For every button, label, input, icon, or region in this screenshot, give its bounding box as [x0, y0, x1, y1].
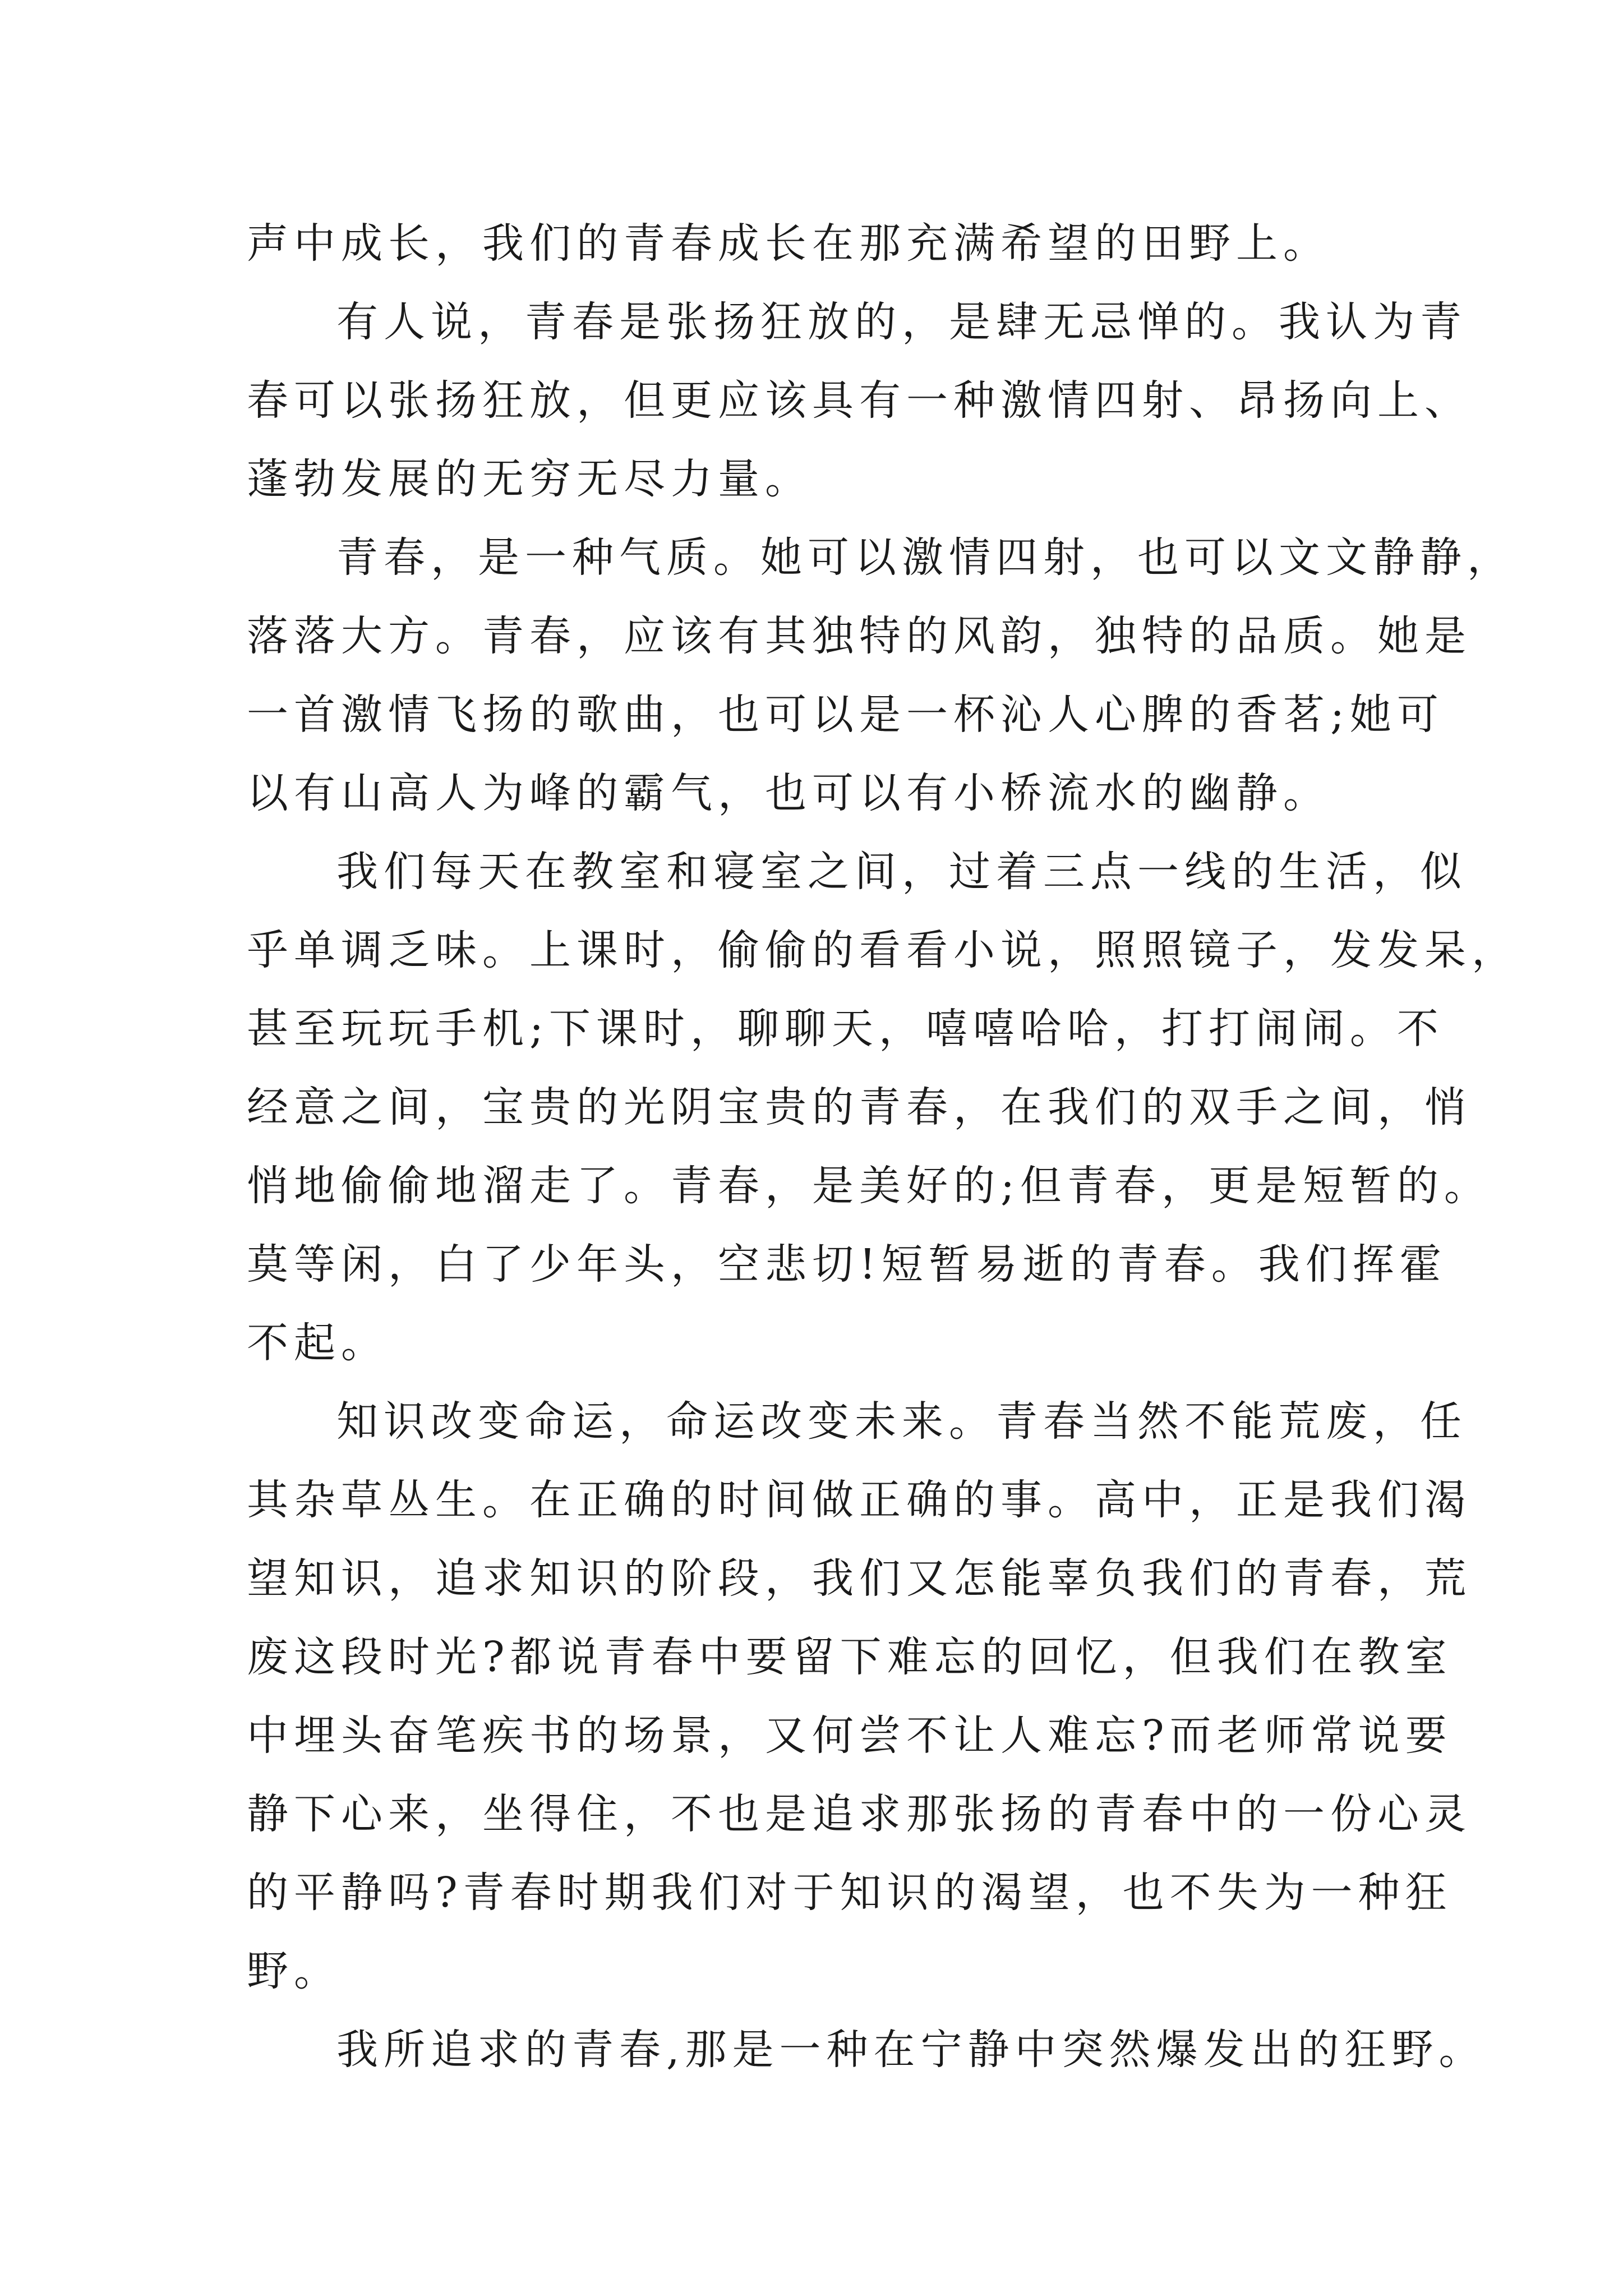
- text-line: 落落大方。青春，应该有其独特的风韵，独特的品质。她是: [247, 612, 1472, 660]
- text-line: 静下心来，坐得住，不也是追求那张扬的青春中的一份心灵: [247, 1790, 1472, 1838]
- text-line: 知识改变命运，命运改变未来。青春当然不能荒废，任: [336, 1397, 1467, 1446]
- text-line: 乎单调乏味。上课时，偷偷的看看小说，照照镜子，发发呆，: [247, 926, 1519, 974]
- text-line: 的平静吗?青春时期我们对于知识的渴望，也不失为一种狂: [247, 1869, 1453, 1917]
- text-line: 经意之间，宝贵的光阴宝贵的青春，在我们的双手之间，悄: [247, 1083, 1472, 1131]
- text-line: 莫等闲，白了少年头，空悲切!短暂易逝的青春。我们挥霍: [247, 1240, 1447, 1289]
- text-line: 中埋头奋笔疾书的场景，又何尝不让人难忘?而老师常说要: [247, 1711, 1453, 1760]
- text-line: 废这段时光?都说青春中要留下难忘的回忆，但我们在教室: [247, 1633, 1453, 1681]
- text-line: 望知识，追求知识的阶段，我们又怎能辜负我们的青春，荒: [247, 1554, 1472, 1603]
- text-line: 春可以张扬狂放，但更应该具有一种激情四射、昂扬向上、: [247, 376, 1472, 425]
- text-line: 声中成长，我们的青春成长在那充满希望的田野上。: [247, 219, 1330, 268]
- text-line: 以有山高人为峰的霸气，也可以有小桥流水的幽静。: [247, 769, 1330, 817]
- text-line: 悄地偷偷地溜走了。青春，是美好的;但青春，更是短暂的。: [247, 1162, 1491, 1210]
- text-line: 我所追求的青春,那是一种在宁静中突然爆发出的狂野。: [336, 2026, 1486, 2074]
- text-line: 青春，是一种气质。她可以激情四射，也可以文文静静，: [336, 533, 1514, 582]
- text-line: 野。: [247, 1947, 341, 1995]
- text-line: 一首激情飞扬的歌曲，也可以是一杯沁人心脾的香茗;她可: [247, 691, 1444, 739]
- text-line: 我们每天在教室和寝室之间，过着三点一线的生活，似: [336, 848, 1467, 896]
- text-line: 蓬勃发展的无穷无尽力量。: [247, 455, 812, 503]
- text-line: 其杂草丛生。在正确的时间做正确的事。高中，正是我们渴: [247, 1476, 1472, 1524]
- text-line: 甚至玩玩手机;下课时，聊聊天，嘻嘻哈哈，打打闹闹。不: [247, 1005, 1444, 1053]
- text-line: 不起。: [247, 1319, 388, 1367]
- text-line: 有人说，青春是张扬狂放的，是肆无忌惮的。我认为青: [336, 298, 1467, 346]
